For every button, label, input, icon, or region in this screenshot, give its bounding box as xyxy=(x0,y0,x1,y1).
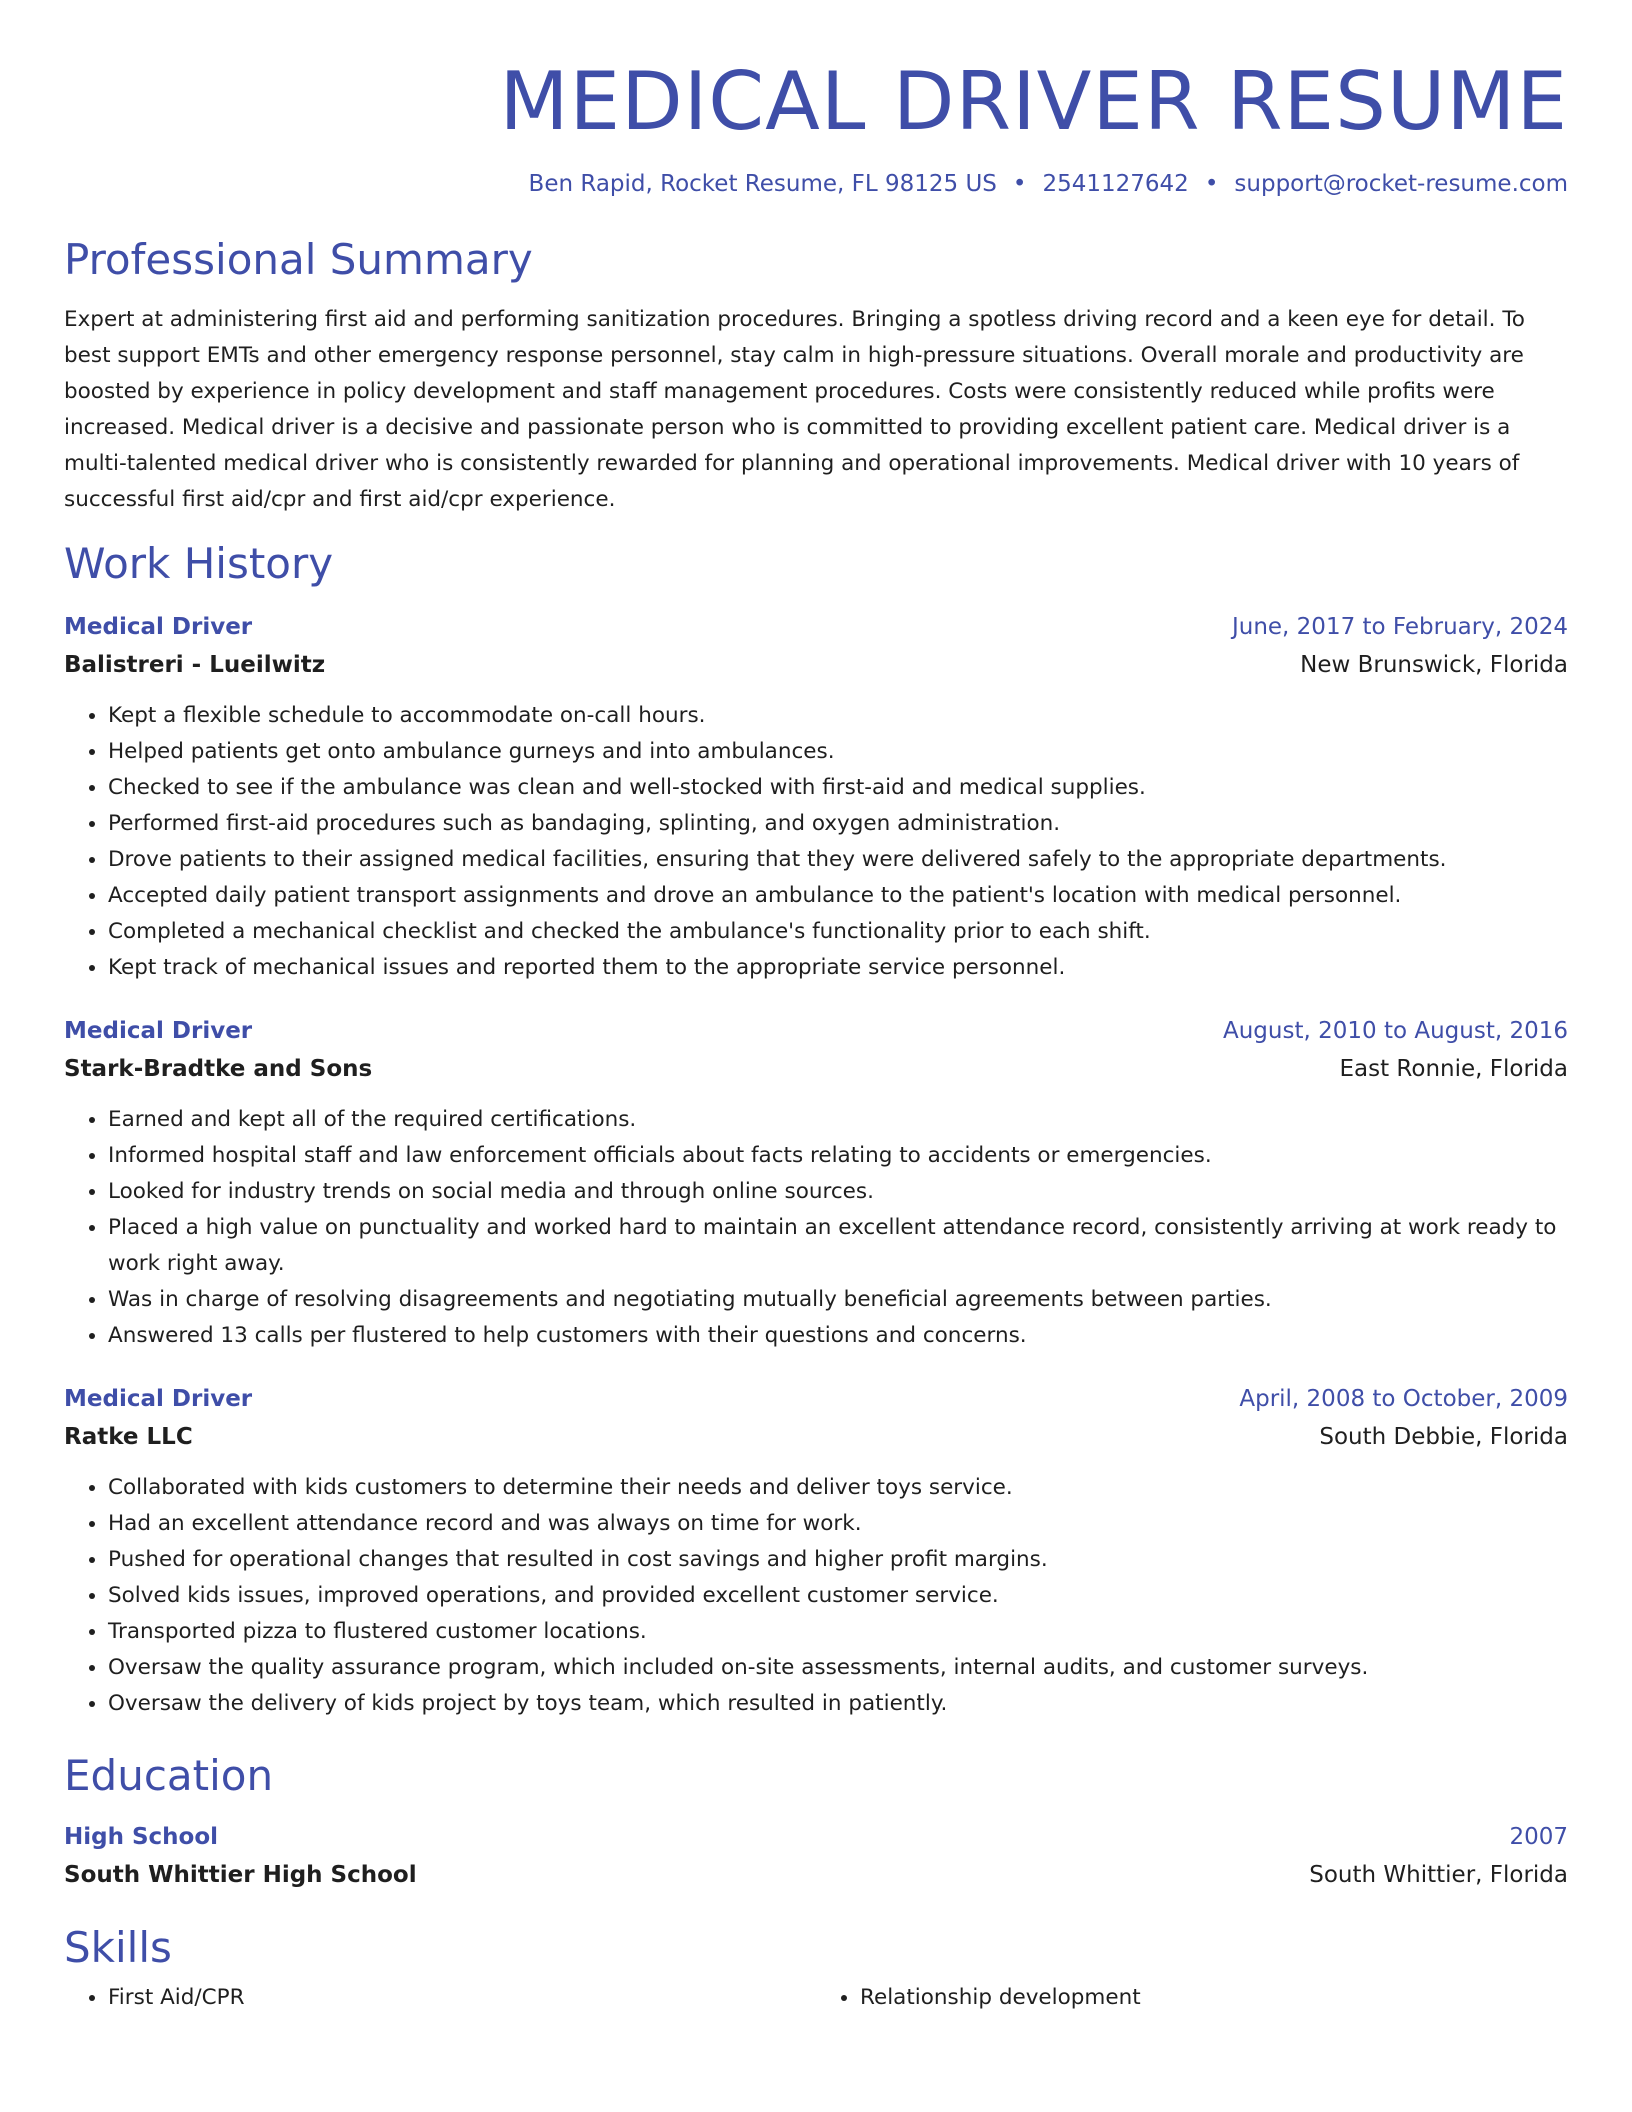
job-location: East Ronnie, Florida xyxy=(1339,1056,1568,1082)
skill-item: • Relationship development xyxy=(860,1980,1568,2016)
education-heading: Education xyxy=(64,1751,274,1800)
skills-left-list xyxy=(64,1980,816,2016)
skills-columns xyxy=(64,1980,1568,2016)
job-dates: August, 2010 to August, 2016 xyxy=(1223,1018,1568,1044)
job-entry xyxy=(64,608,1568,986)
contact-separator: • xyxy=(1012,171,1027,197)
education-degree: High School xyxy=(64,1824,219,1850)
job-dates: April, 2008 to October, 2009 xyxy=(1239,1386,1568,1412)
job-location: South Debbie, Florida xyxy=(1319,1424,1568,1450)
contact-line xyxy=(64,168,1568,200)
job-bullet: • Kept a flexible schedule to accommodate on-call hours. xyxy=(108,698,1568,734)
job-bullets xyxy=(64,1102,1568,1354)
summary-heading: Professional Summary xyxy=(64,235,533,284)
work-history-heading: Work History xyxy=(64,539,334,588)
resume-title: MEDICAL DRIVER RESUME xyxy=(499,55,1568,148)
job-bullet: • Transported pizza to flustered customer locations. xyxy=(108,1614,1568,1650)
job-title: Medical Driver xyxy=(64,614,253,640)
education-year: 2007 xyxy=(1509,1824,1568,1850)
job-location: New Brunswick, Florida xyxy=(1300,652,1568,678)
job-entry xyxy=(64,1012,1568,1354)
job-company: Balistreri - Lueilwitz xyxy=(64,652,326,678)
job-bullets xyxy=(64,698,1568,986)
job-bullet: • Answered 13 calls per flustered to help customers with their questions and concerns. xyxy=(108,1318,1568,1354)
job-dates: June, 2017 to February, 2024 xyxy=(1231,614,1568,640)
job-bullets xyxy=(64,1470,1568,1722)
summary-text: Expert at administering first aid and performing sanitization procedures. Bringing a spotless driving record and a keen eye for detail. To best support EMTs and other emergency response personnel, stay calm in high-pressure situations. Overall morale and productivity are boosted by experience in policy development and staff management procedures. Costs were consistently reduced while profits were increased. Medical driver is a decisive and passionate person who is committed to providing excellent patient care. Medical driver is a multi-talented medical driver who is consistently rewarded for planning and operational improvements. Medical driver with 10 years of successful first aid/cpr and first aid/cpr experience. xyxy=(64,307,1525,512)
education-school: South Whittier High School xyxy=(64,1862,417,1888)
contact-phone: 2541127642 xyxy=(1042,171,1189,197)
resume-header xyxy=(64,54,1568,200)
skill-item: • First Aid/CPR xyxy=(108,1980,816,2016)
job-bullet: • Kept track of mechanical issues and reported them to the appropriate service personnel. xyxy=(108,950,1568,986)
job-bullet: • Collaborated with kids customers to determine their needs and deliver toys service. xyxy=(108,1470,1568,1506)
job-bullet: • Informed hospital staff and law enforcement officials about facts relating to accidents or emergencies. xyxy=(108,1138,1568,1174)
job-bullet: • Oversaw the delivery of kids project by toys team, which resulted in patiently. xyxy=(108,1686,1568,1722)
contact-separator: • xyxy=(1204,171,1219,197)
job-bullet: • Oversaw the quality assurance program, which included on-site assessments, internal audits, and customer surveys. xyxy=(108,1650,1568,1686)
job-bullet: • Helped patients get onto ambulance gurneys and into ambulances. xyxy=(108,734,1568,770)
job-bullet: • Solved kids issues, improved operations, and provided excellent customer service. xyxy=(108,1578,1568,1614)
contact-email: support@rocket-resume.com xyxy=(1234,171,1568,197)
job-title: Medical Driver xyxy=(64,1018,253,1044)
job-bullet: • Checked to see if the ambulance was clean and well-stocked with first-aid and medical supplies. xyxy=(108,770,1568,806)
job-bullet: • Pushed for operational changes that resulted in cost savings and higher profit margins. xyxy=(108,1542,1568,1578)
job-company: Ratke LLC xyxy=(64,1424,193,1450)
job-bullet: • Performed first-aid procedures such as bandaging, splinting, and oxygen administration. xyxy=(108,806,1568,842)
work-history-list xyxy=(64,608,1568,1722)
education-location: South Whittier, Florida xyxy=(1309,1862,1568,1888)
job-bullet: • Looked for industry trends on social media and through online sources. xyxy=(108,1174,1568,1210)
job-bullet: • Placed a high value on punctuality and worked hard to maintain an excellent attendance record, consistently arriving at work ready to work right away. xyxy=(108,1210,1568,1282)
job-bullet: • Was in charge of resolving disagreements and negotiating mutually beneficial agreements between parties. xyxy=(108,1282,1568,1318)
contact-address: Ben Rapid, Rocket Resume, FL 98125 US xyxy=(528,171,997,197)
job-bullet: • Drove patients to their assigned medical facilities, ensuring that they were delivered safely to the appropriate departments. xyxy=(108,842,1568,878)
job-title: Medical Driver xyxy=(64,1386,253,1412)
job-bullet: • Earned and kept all of the required certifications. xyxy=(108,1102,1568,1138)
skills-right-list xyxy=(816,1980,1568,2016)
job-company: Stark-Bradtke and Sons xyxy=(64,1056,373,1082)
job-bullet: • Had an excellent attendance record and was always on time for work. xyxy=(108,1506,1568,1542)
skills-heading: Skills xyxy=(64,1923,172,1972)
job-entry xyxy=(64,1380,1568,1722)
education-entry xyxy=(64,1818,1568,1894)
job-bullet: • Accepted daily patient transport assignments and drove an ambulance to the patient's location with medical personnel. xyxy=(108,878,1568,914)
job-bullet: • Completed a mechanical checklist and checked the ambulance's functionality prior to each shift. xyxy=(108,914,1568,950)
